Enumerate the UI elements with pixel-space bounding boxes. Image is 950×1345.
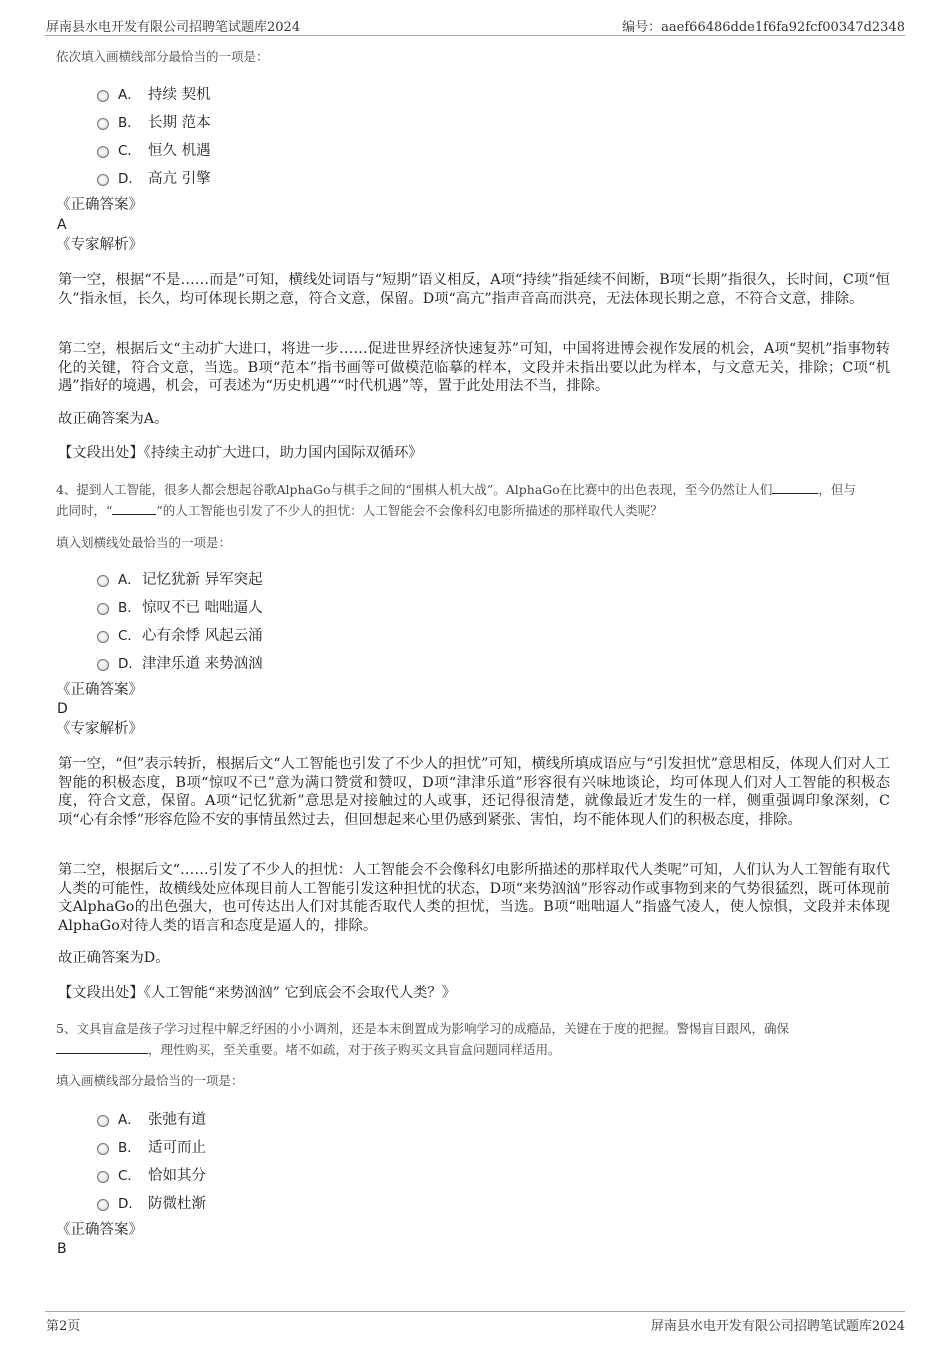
q4-radio-d[interactable]	[97, 659, 109, 671]
q4-option-d-text: 津津乐道 来势汹汹	[142, 656, 263, 672]
q4-option-a-text: 记忆犹新 异军突起	[142, 572, 263, 588]
q4-radio-b[interactable]	[97, 603, 109, 615]
q3-radio-a[interactable]	[97, 90, 109, 102]
q4-option-c[interactable]	[118, 624, 263, 645]
q4-option-a-letter: A．	[118, 572, 141, 588]
q5-radio-b[interactable]	[97, 1143, 109, 1155]
q5-option-b-letter: B．	[118, 1140, 141, 1156]
q5-option-c-letter: C．	[118, 1168, 141, 1184]
q5-option-b-text: 适可而止	[148, 1140, 206, 1156]
q4-option-b[interactable]	[118, 596, 263, 617]
q5-radio-c[interactable]	[97, 1171, 109, 1183]
q3-radio-d[interactable]	[97, 174, 109, 186]
q3-radio-b[interactable]	[97, 118, 109, 130]
q5-option-c[interactable]	[118, 1164, 206, 1185]
q4-analysis-1: 第一空，“但”表示转折，根据后文“人工智能也引发了不少人的担忧”可知，横线所填成语应与“引发担忧”意思相反，体现人们对人工智能的积极态度，B项“惊叹不已”意为满口赞赏和赞叹，D项“津津乐道”形容很有兴味地谈论，均可体现人们对人工智能的积极态度，符合文意，保留。A项“记忆犹新”意思是对接触过的人或事，还记得很清楚，就像最近才发生的一样，侧重强调印象深刻，C项“心有余悸”形容危险不安的事情虽然过去，但回想起来心里仍感到紧张、害怕，均不能体现人们的积极态度，排除。	[58, 756, 890, 828]
q4-option-b-letter: B．	[118, 600, 141, 616]
q4-stem-c: 此同时，“	[56, 503, 113, 518]
q4-option-c-letter: C．	[118, 628, 141, 644]
q4-answer-label: 《正确答案》	[56, 682, 143, 698]
q3-option-a-text: 持续 契机	[148, 87, 211, 103]
q4-stem	[56, 479, 896, 521]
q5-option-a[interactable]	[118, 1108, 206, 1129]
q4-option-d-letter: D．	[118, 656, 142, 672]
q3-analysis-1: 第一空，根据“不是……而是”可知，横线处词语与“短期”语义相反，A项“持续”指延续不间断，B项“长期”指很久，长时间，C项“恒久”指永恒，长久，均可体现长期之意，符合文意，保留。D项“高亢”指声音高而洪亮，无法体现长期之意，不符合文意，排除。	[58, 272, 890, 307]
q3-option-b[interactable]	[118, 111, 211, 132]
q3-answer: A	[57, 217, 67, 233]
q4-option-b-text: 惊叹不已 咄咄逼人	[142, 600, 263, 616]
q3-option-d[interactable]	[118, 167, 211, 188]
q4-option-c-text: 心有余悸 风起云涌	[142, 628, 263, 644]
q4-answer: D	[57, 701, 68, 717]
q3-analysis-3: 故正确答案为A。	[58, 411, 169, 427]
q5-radio-d[interactable]	[97, 1199, 109, 1211]
q4-radio-a[interactable]	[97, 575, 109, 587]
q3-answer-label: 《正确答案》	[56, 197, 143, 213]
q3-option-b-text: 长期 范本	[148, 115, 211, 131]
q4-analysis-3: 故正确答案为D。	[58, 950, 170, 966]
q5-option-d-letter: D．	[118, 1196, 142, 1212]
q3-analysis-label: 《专家解析》	[56, 237, 143, 253]
q3-option-c-letter: C．	[118, 143, 141, 159]
q5-stem-a: 5、文具盲盒是孩子学习过程中解乏纾困的小小调剂，还是本末倒置成为影响学习的成瘾品，关键在于度的把握。警惕盲目跟风，确保	[56, 1021, 789, 1036]
q4-source: 【文段出处】《人工智能“来势汹汹” 它到底会不会取代人类？》	[58, 985, 457, 1001]
q5-stem	[56, 1018, 886, 1060]
q4-option-d[interactable]	[118, 652, 263, 673]
q4-analysis-label: 《专家解析》	[56, 721, 143, 737]
q5-option-d-text: 防微杜渐	[148, 1196, 206, 1212]
q5-option-a-text: 张弛有道	[148, 1112, 206, 1128]
footer-rule	[45, 1311, 905, 1312]
header-title: 屏南县水电开发有限公司招聘笔试题库2024	[46, 20, 301, 35]
q5-answer: B	[57, 1241, 67, 1257]
q5-prompt: 填入画横线部分最恰当的一项是：	[56, 1073, 244, 1088]
q3-analysis-2: 第二空，根据后文“主动扩大进口，将进一步……促进世界经济快速复苏”可知，中国将进博会视作发展的机会，A项“契机”指事物转化的关键，符合文意，当选。B项“范本”指书画等可做模范临摹的样本，文段并未指出要以此为样本，与文意无关，排除；C项“机遇”指好的境遇，机会，可表述为“历史机遇”“时代机遇”等，置于此处用法不当，排除。	[58, 341, 890, 394]
q5-option-c-text: 恰如其分	[148, 1168, 206, 1184]
q5-stem-b: ，理性购买，至关重要。堵不如疏，对于孩子购买文具盲盒问题同样适用。	[148, 1042, 561, 1057]
q4-analysis-2: 第二空，根据后文“……引发了不少人的担忧：人工智能会不会像科幻电影所描述的那样取代人类呢”可知，人们认为人工智能有取代人类的可能性，故横线处应体现目前人工智能引发这种担忧的状态，D项“来势汹汹”形容动作或事物到来的气势很猛烈，既可体现前文AlphaGo的出色强大，也可传达出人们对其能否取代人类的担忧，当选。B项“咄咄逼人”指盛气凌人，使人惊惧，文段并未体现AlphaGo对待人类的语言和态度是逼人的，排除。	[58, 862, 890, 934]
q3-option-c-text: 恒久 机遇	[148, 143, 211, 159]
q3-option-a[interactable]	[118, 83, 211, 104]
q4-stem-d: ”的人工智能也引发了不少人的担忧：人工智能会不会像科幻电影所描述的那样取代人类呢？	[156, 503, 663, 518]
document-id: 编号：aaef66486dde1f6fa92fcf00347d2348	[622, 20, 905, 35]
q3-option-c[interactable]	[118, 139, 211, 160]
header-rule	[45, 35, 905, 36]
q5-option-b[interactable]	[118, 1136, 206, 1157]
q3-prompt: 依次填入画横线部分最恰当的一项是：	[56, 49, 269, 64]
q3-source: 【文段出处】《持续主动扩大进口，助力国内国际双循环》	[58, 445, 423, 461]
q5-answer-label: 《正确答案》	[56, 1222, 143, 1238]
q4-stem-a: 4、提到人工智能，很多人都会想起谷歌AlphaGo与棋手之间的“围棋人机大战”。AlphaGo在比赛中的出色表现，至今仍然让人们	[56, 482, 773, 497]
q5-blank	[56, 1041, 148, 1054]
q4-radio-c[interactable]	[97, 631, 109, 643]
q4-stem-b: ，但与	[818, 482, 856, 497]
page-number: 第2页	[46, 1319, 81, 1334]
q3-option-d-letter: D．	[118, 171, 142, 187]
q3-radio-c[interactable]	[97, 146, 109, 158]
q5-option-a-letter: A．	[118, 1112, 141, 1128]
q5-radio-a[interactable]	[97, 1115, 109, 1127]
footer-title: 屏南县水电开发有限公司招聘笔试题库2024	[650, 1319, 905, 1334]
q3-option-d-text: 高亢 引擎	[148, 171, 211, 187]
q4-blank-2	[112, 502, 156, 515]
q3-option-a-letter: A．	[118, 87, 141, 103]
q4-blank-1	[772, 481, 818, 494]
q4-prompt: 填入划横线处最恰当的一项是：	[56, 535, 232, 550]
q3-option-b-letter: B．	[118, 115, 141, 131]
q5-option-d[interactable]	[118, 1192, 206, 1213]
q4-option-a[interactable]	[118, 568, 263, 589]
